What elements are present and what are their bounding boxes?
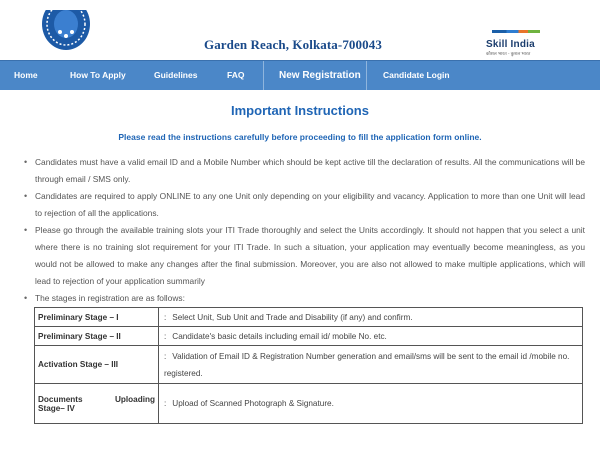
nav-home[interactable]: Home [14, 70, 38, 80]
registration-stages-table [34, 307, 583, 424]
instructions-list [35, 154, 585, 307]
table-row [35, 327, 583, 346]
stage-label: Preliminary Stage – I [35, 308, 159, 327]
nav-candidate-login[interactable]: Candidate Login [383, 70, 450, 80]
skill-india-title: Skill India [486, 39, 535, 50]
header-address: Garden Reach, Kolkata-700043 [204, 37, 382, 52]
page-title: Important Instructions [231, 103, 369, 118]
stage-label: Activation Stage – III [35, 346, 159, 384]
nav-faq[interactable]: FAQ [227, 70, 245, 80]
nav-separator [366, 61, 367, 90]
instruction-item: • Candidates must have a valid email ID and a Mobile Number which should be kept active till the declaration of results. All the communications will be through email / SMS only. [35, 154, 585, 188]
stage-label: Preliminary Stage – II [35, 327, 159, 346]
stage-description: : Candidate's basic details including email id/ mobile No. etc. [159, 327, 583, 346]
nav-separator [263, 61, 264, 90]
skill-india-logo [486, 30, 556, 60]
skill-india-stripe-icon [492, 30, 540, 33]
table-row [35, 384, 583, 424]
stage-description: : Upload of Scanned Photograph & Signature. [159, 384, 583, 424]
nav-new-registration[interactable]: New Registration [279, 70, 361, 81]
grse-emblem-icon [38, 10, 94, 54]
table-row [35, 346, 583, 384]
main-navbar [0, 60, 600, 90]
stage-description: : Validation of Email ID & Registration Number generation and email/sms will be sent to the email id /mobile no. registered. [159, 346, 583, 384]
table-row [35, 308, 583, 327]
nav-how-to-apply[interactable]: How To Apply [70, 70, 126, 80]
site-header [0, 0, 600, 60]
instruction-item: • Please go through the available training slots your ITI Trade thoroughly and select the Units accordingly. It should not happen that you select a unit where there is no training slot requirement for your ITI Trade. In such a situation, your application may eventually become meaningless, as you would not be allowed to make any changes after the final submission. Moreover, you are also not allowed to make multiple applications, which will lead to rejection of your application summarily [35, 222, 585, 290]
instruction-item: • Candidates are required to apply ONLINE to any one Unit only depending on your eligibility and vacancy. Application to more than one Unit will lead to rejection of all the applications. [35, 188, 585, 222]
stage-description: : Select Unit, Sub Unit and Trade and Disability (if any) and confirm. [159, 308, 583, 327]
nav-guidelines[interactable]: Guidelines [154, 70, 198, 80]
instruction-item: • The stages in registration are as follows: [35, 290, 585, 307]
skill-india-tagline: कौशल भारत - कुशल भारत [486, 51, 531, 56]
page-subtitle: Please read the instructions carefully before proceeding to fill the application form online. [118, 132, 482, 142]
stage-label: Documents Uploading Stage– IV [35, 384, 159, 424]
